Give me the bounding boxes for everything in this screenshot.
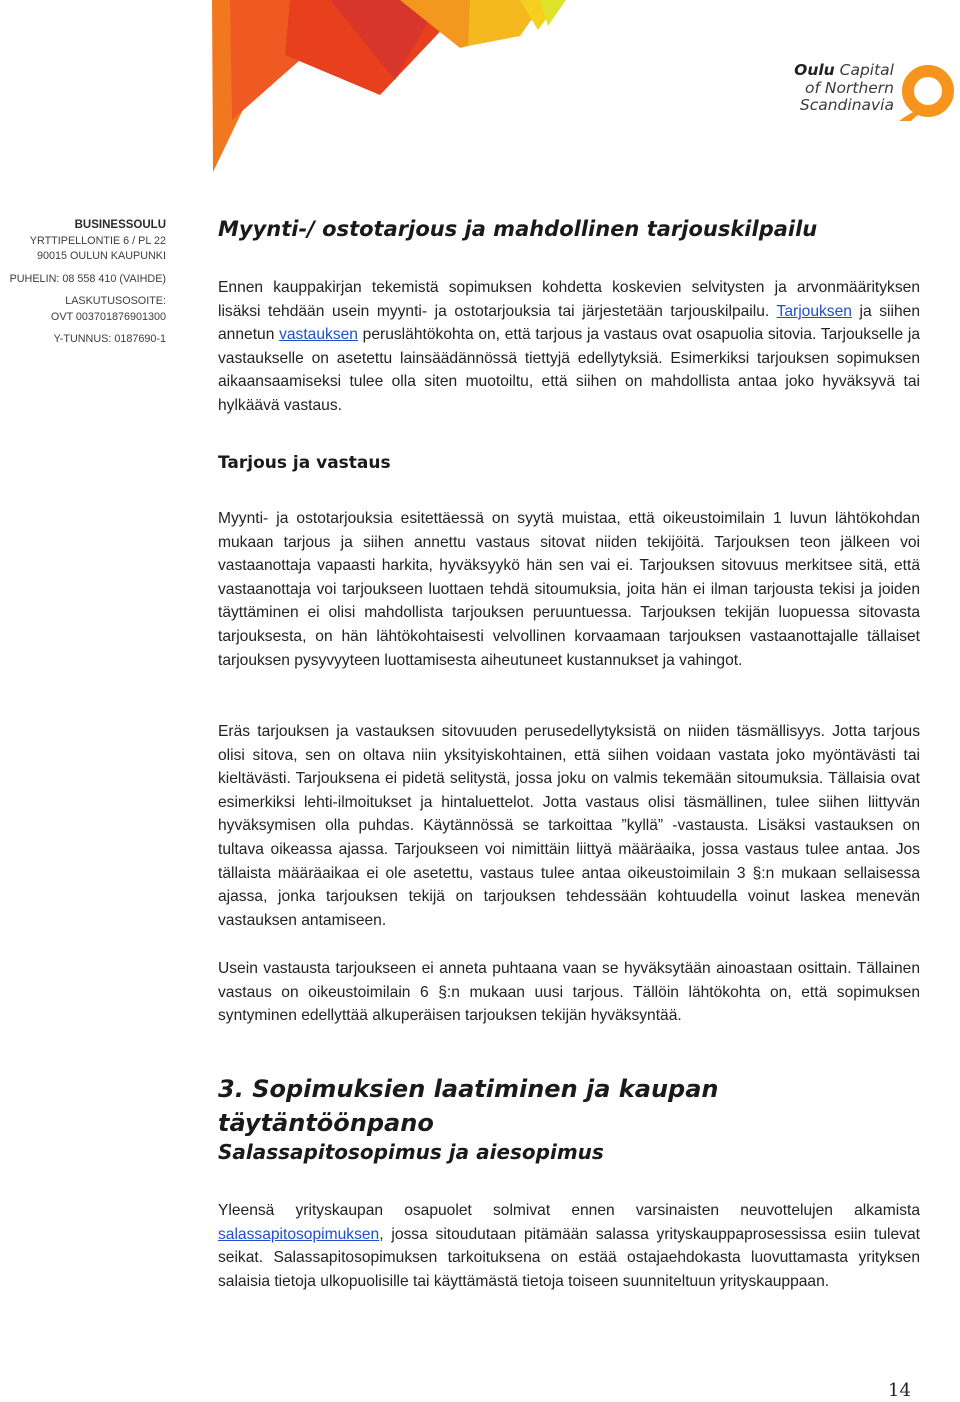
link-salassapitosopimuksen[interactable]: salassapitosopimuksen — [218, 1225, 380, 1243]
oulu-logo — [782, 62, 957, 122]
sidebar-address-1: YRTTIPELLONTIE 6 / PL 22 — [29, 234, 166, 247]
section2-paragraph-2: Eräs tarjouksen ja vastauksen sitovuuden perusedellytyksistä on niiden täsmällisyys. Jotta tarjous olisi sitova, sen on oltava niin yksityiskohtainen, että siihen voidaan vastata joko myöntävästi tai kieltävästi. Tarjouksena ei pidetä selitystä, jossa joku on valmis tekemään sitoumuksia. Tällaisia ovat esimerkiksi lehti-ilmoitukset ja hintaluettelot. Jotta vastaus olisi täsmällinen, tulee siihen liittyvän hyväksymisen olla puhdas. Käytännössä se tarkoittaa ”kyllä” -vastausta. Lisäksi vastauksen on tultava oikeassa ajassa. Tarjoukseen voi nimittäin liittyä määräaika, jossa vastaus tulee antaa. Jos tällaista määräaikaa ei ole asetettu, vastaus tulee antaa oikeustoimilain 3 §:n mukaan sellaisessa ajassa, jonka tarjouksen tekijä on tarjouksen tehdessään kohtuudella voinut laskea menevän vastauksen antamiseen. — [218, 723, 920, 929]
section3-p1-b: , jossa sitoudutaan pitämään salassa yrityskauppaprosessissa esiin tulevat seikat. Salassapitosopimuksen tarkoituksena on estää ostajaehdokasta luovuttamasta yrityksen salaisia tietoja ulkopuolisille tai käyttämästä tietoja toiseen suunniteltuun yrityskauppaan. — [218, 1225, 920, 1290]
link-tarjouksen[interactable]: Tarjouksen — [776, 302, 852, 320]
section2-heading: Tarjous ja vastaus — [218, 453, 391, 473]
logo-line1-rest: Capital — [839, 61, 894, 79]
logo-line3: Scandinavia — [799, 96, 894, 114]
logo-sun-icon — [897, 62, 957, 122]
contact-sidebar — [0, 218, 166, 348]
section3-paragraph — [218, 1199, 920, 1293]
section1-p1-a: Ennen kauppakirjan tekemistä sopimuksen kohdetta koskevien selvitysten ja arvonmäärityksen lisäksi tehdään usein myynti- ja ostotarjouksia tai järjestetään tarjouskilpailu. — [218, 279, 920, 320]
logo-line1-bold: Oulu — [794, 61, 835, 79]
section2-paragraph-3: Usein vastausta tarjoukseen ei anneta puhtaana vaan se hyväksytään ainoastaan osittain. Tällainen vastaus on oikeustoimilain 6 §:n mukaan uusi tarjous. Tällöin lähtökohta on, että sopimuksen syntyminen edellyttää alkuperäisen tarjouksen tekijän hyväksyntää. — [218, 960, 920, 1025]
section1-p1-b: ja siihen annetun — [218, 302, 920, 344]
section1-heading: Myynti-/ ostotarjous ja mahdollinen tarjouskilpailu — [218, 217, 818, 241]
logo-text — [782, 62, 894, 115]
section2-paragraph-1: Myynti- ja ostotarjouksia esitettäessä on syytä muistaa, että oikeustoimilain 1 luvun lähtökohdan mukaan tarjous ja siihen annettu vastaus sitovat niiden tekijöitä. Tarjouksen teon jälkeen voi vastaanottaja vapaasti harkita, hyväksyykö hän sen vai ei. Tarjouksen sitovuus merkitsee sitä, että vastaanottaja voi tarjoukseen luottaen tehdä sitoumuksia, joita hän ei ilman tarjousta tekisi ja joiden täyttäminen ei olisi mahdollista tarjouksen peruuntuessa. Tarjouksen tekijän luopuessa sitovasta tarjouksesta, on hän lähtökohtaisesti velvollinen korvaamaan tarjouksen vastaanottajalle tällaiset tarjouksen pysyvyyteen luottamisesta aiheutuneet kustannukset ja vahingot. — [218, 510, 920, 669]
section3-number: 3. — [218, 1075, 244, 1103]
sidebar-address-2: 90015 OULUN KAUPUNKI — [36, 250, 166, 262]
logo-line2: of Northern — [805, 78, 894, 97]
sidebar-billing-label: LASKUTUSOSOITE: — [65, 295, 166, 307]
page-number: 14 — [888, 1380, 911, 1401]
sidebar-title: BUSINESSOULU — [74, 219, 166, 231]
section1-p1-c: peruslähtökohta on, että tarjous ja vastaus ovat osapuolia sitovia. Tarjoukselle ja vastaukselle on asetettu lainsäädännössä tiettyjä edellytyksiä. Esimerkiksi tarjouksen sopimuksen aikaansaamiseksi tulee olla siten muotoiltu, että siihen on mahdollista antaa joko hyväksyvä tai hylkäävä vastaus. — [218, 326, 920, 414]
section3-p1-a: Yleensä yrityskaupan osapuolet solmivat ennen varsinaisten neuvottelujen alkamista — [218, 1202, 920, 1219]
sidebar-business-id: Y-TUNNUS: 0187690-1 — [53, 333, 166, 345]
section3-heading — [218, 1072, 920, 1140]
section3-subheading: Salassapitosopimus ja aiesopimus — [218, 1140, 604, 1164]
sidebar-phone: PUHELIN: 08 558 410 (VAIHDE) — [9, 272, 166, 285]
section1-paragraph — [218, 276, 920, 418]
sidebar-billing-value: OVT 003701876901300 — [50, 310, 166, 323]
section3-title: Sopimuksien laatiminen ja kaupan täytäntöönpano — [218, 1075, 719, 1137]
link-vastauksen[interactable]: vastauksen — [279, 326, 358, 344]
